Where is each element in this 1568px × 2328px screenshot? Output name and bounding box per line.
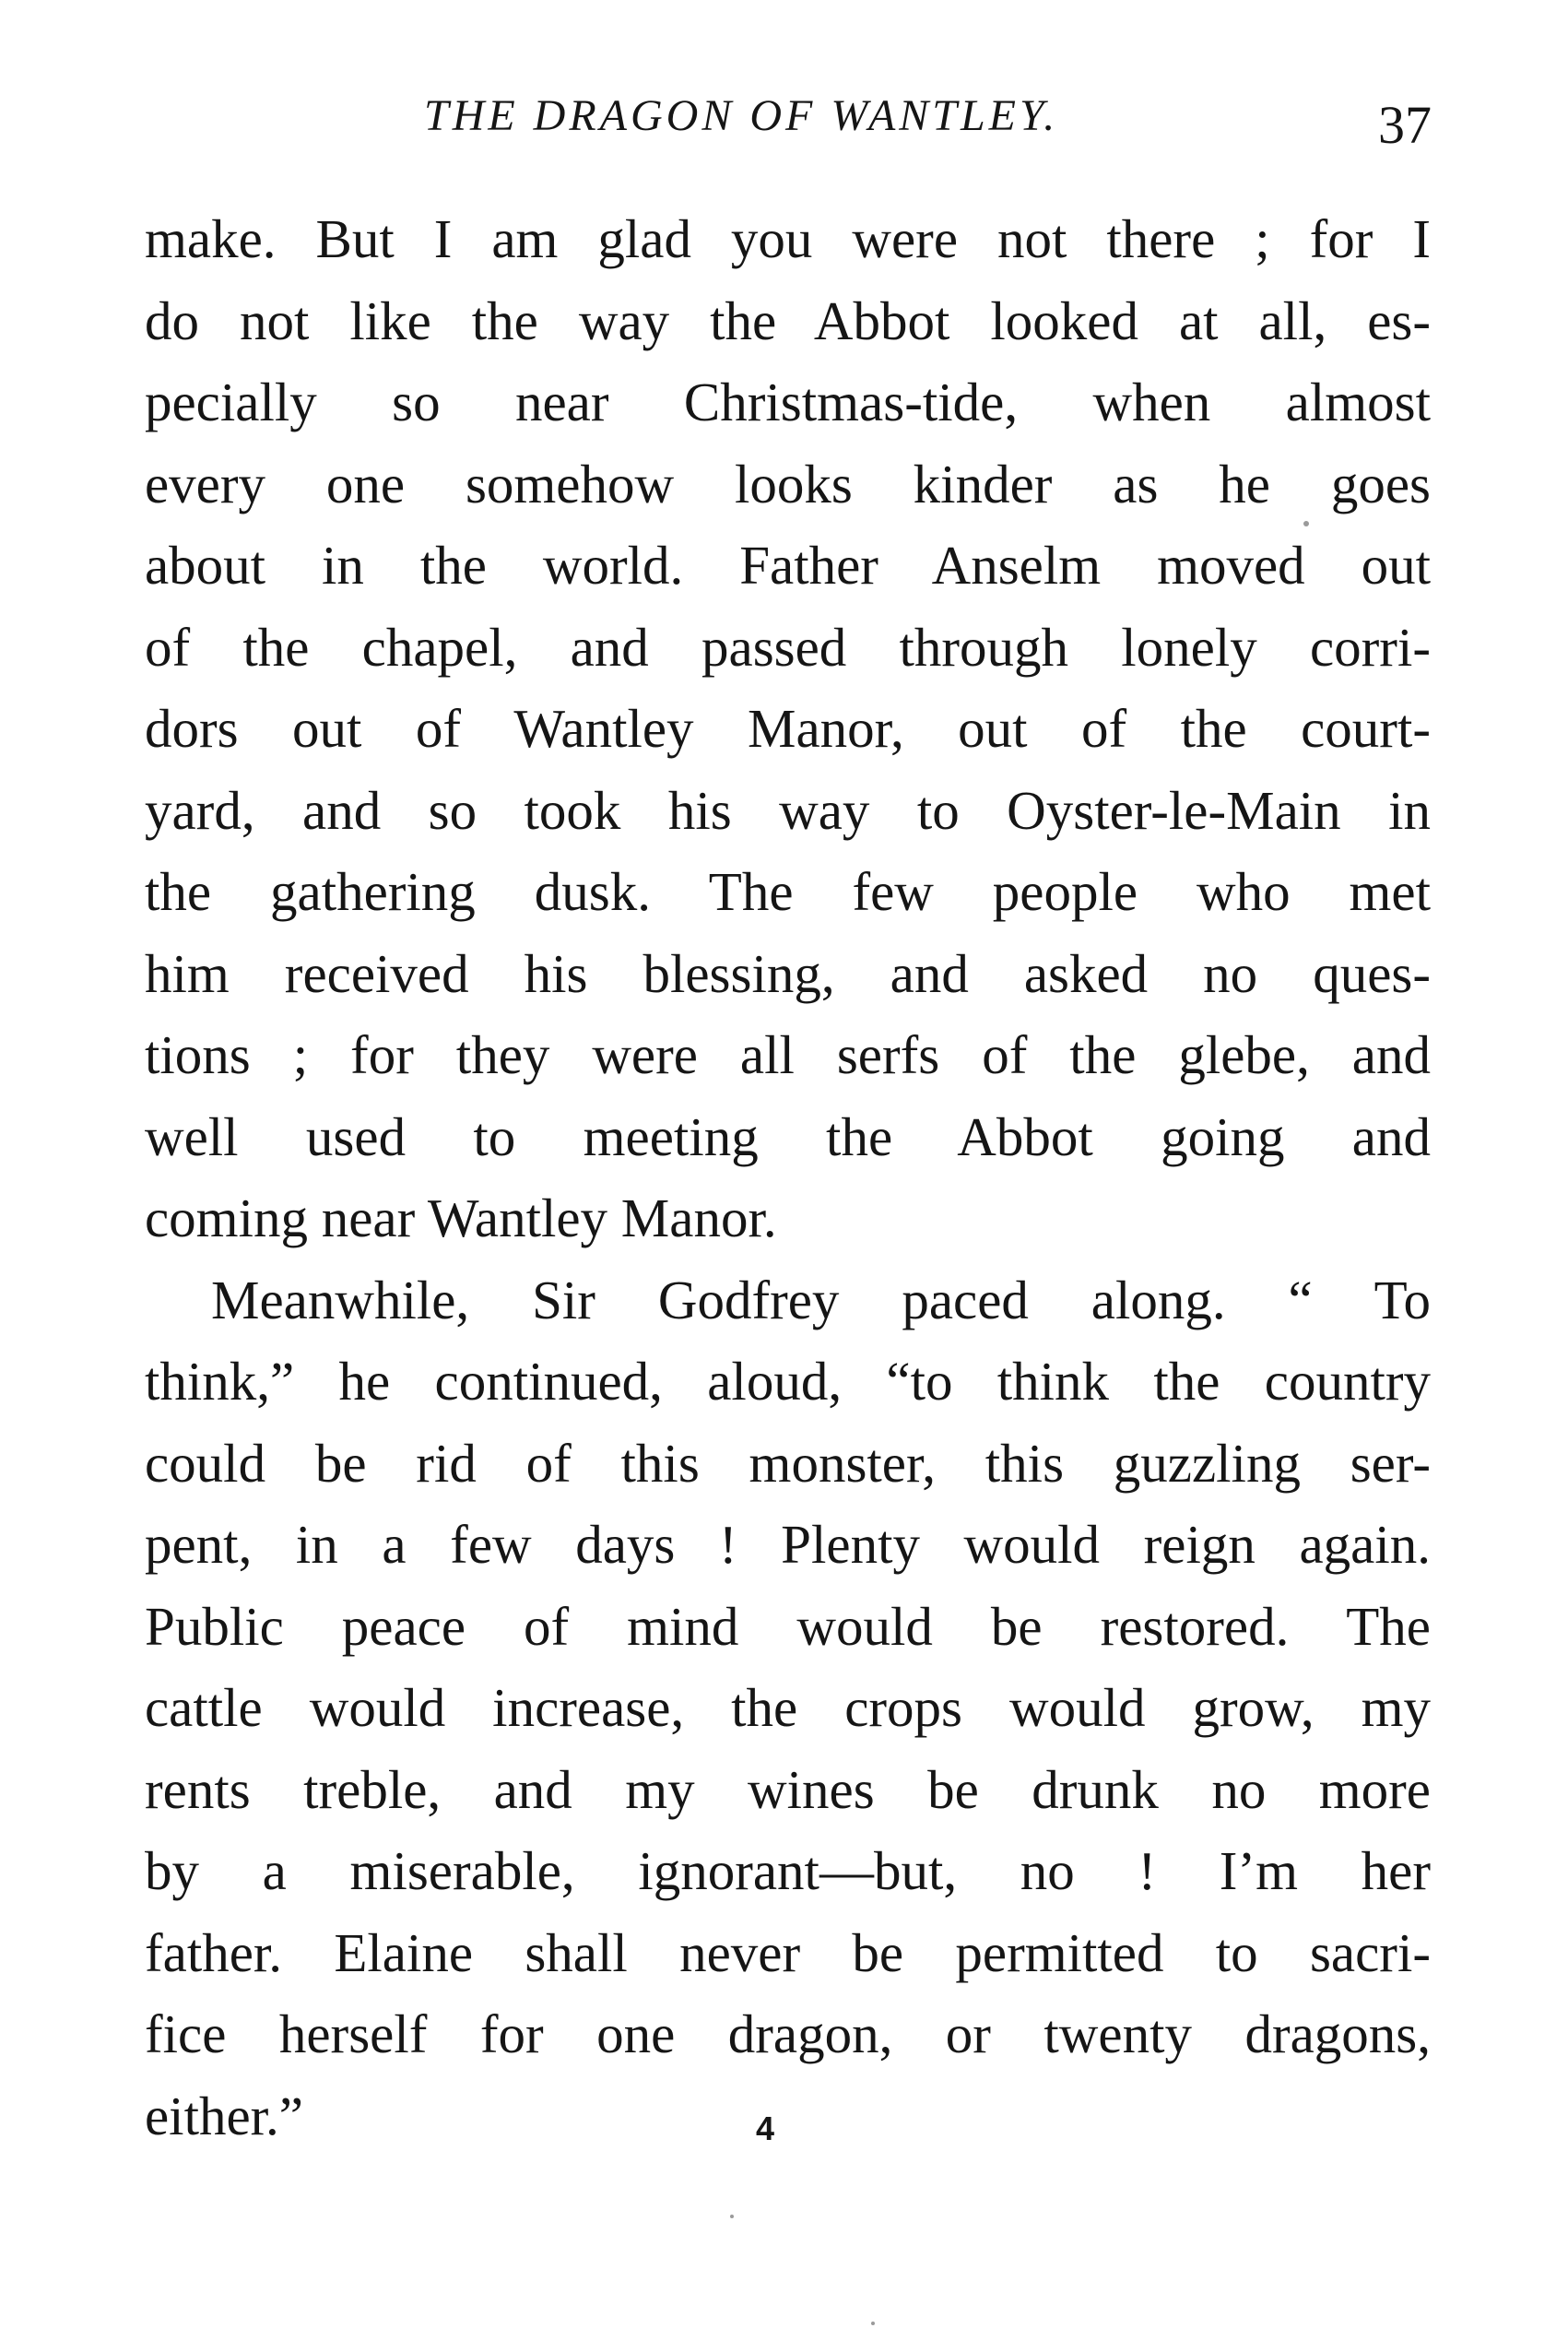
text-line: father. Elaine shall never be permitted to sacri- (145, 1921, 1431, 1983)
text-line: of the chapel, and passed through lonely corri- (145, 616, 1431, 678)
text-line: yard, and so took his way to Oyster-le-Main in (145, 779, 1431, 841)
text-line: Public peace of mind would be restored. The (145, 1595, 1431, 1657)
page-number: 37 (1378, 95, 1432, 155)
text-line: by a miserable, ignorant—but, no ! I’m her (145, 1840, 1431, 1901)
print-speck (730, 2215, 734, 2218)
text-line: about in the world. Father Anselm moved out (145, 535, 1431, 596)
running-title: THE DRAGON OF WANTLEY. (424, 91, 1059, 140)
text-line: think,” he continued, aloud, “to think the country (145, 1351, 1431, 1412)
text-line: do not like the way the Abbot looked at all, es- (145, 290, 1431, 351)
paragraph-end-line: either.” (145, 2085, 303, 2146)
text-line: the gathering dusk. The few people who met (145, 861, 1431, 922)
print-speck (1303, 521, 1309, 526)
body-text (145, 198, 1431, 2157)
text-line: tions ; for they were all serfs of the glebe, and (145, 1024, 1431, 1085)
text-line: make. But I am glad you were not there ; for I (145, 208, 1431, 269)
paragraph-end-line: coming near Wantley Manor. (145, 1188, 777, 1248)
signature-mark: 4 (756, 2109, 775, 2147)
text-line: pecially so near Christmas-tide, when almost (145, 372, 1431, 432)
paragraph-start-line: Meanwhile, Sir Godfrey paced along. “ To (211, 1269, 1431, 1330)
text-line: pent, in a few days ! Plenty would reign again. (145, 1514, 1431, 1575)
text-line: cattle would increase, the crops would grow, my (145, 1677, 1431, 1738)
text-line: fice herself for one dragon, or twenty dragons, (145, 2003, 1431, 2064)
print-speck (871, 2322, 875, 2325)
text-line: rents treble, and my wines be drunk no more (145, 1758, 1431, 1820)
text-line: every one somehow looks kinder as he goes (145, 453, 1431, 514)
text-line: could be rid of this monster, this guzzling ser- (145, 1432, 1431, 1494)
text-line: well used to meeting the Abbot going and (145, 1105, 1431, 1167)
text-line: dors out of Wantley Manor, out of the court- (145, 698, 1431, 759)
text-line: him received his blessing, and asked no ques- (145, 942, 1431, 1004)
